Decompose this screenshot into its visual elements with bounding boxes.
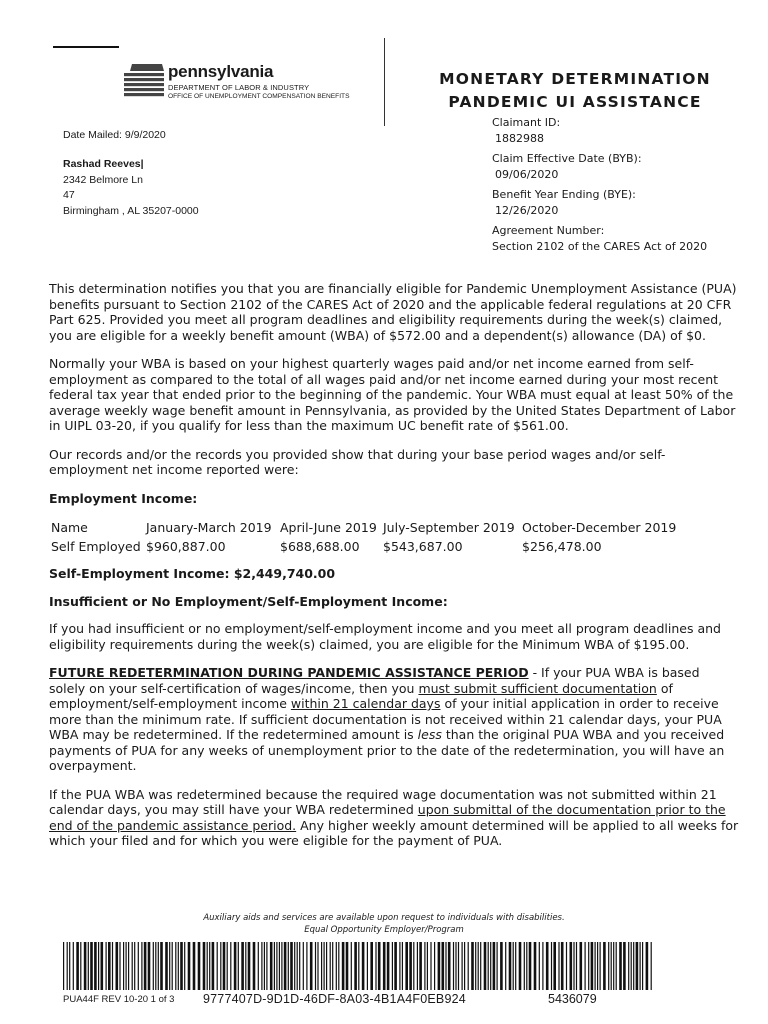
redetermination-text-a: - If your PUA WBA is based solely on your self-certification of wages/income, then you [49,665,700,696]
barcode-bar [633,942,634,990]
barcode-bar [505,942,506,990]
barcode-bar [358,942,359,990]
barcode-bar [430,942,431,990]
barcode-bar [108,942,111,990]
barcode-bar [321,942,322,990]
redetermination-text-b: of employment/self-employment income [49,680,673,711]
barcode-bar [297,942,298,990]
barcode-bar [570,942,573,990]
barcode-bar [619,942,622,990]
barcode-bar [526,942,527,990]
barcode-bar [106,942,107,990]
cell-q3: $543,687.00 [383,539,463,554]
determination-body [49,281,739,849]
barcode-bar [613,942,614,990]
pa-logo [122,62,362,106]
benefit-year-end-value: 12/26/2020 [495,203,559,217]
barcode-bar [524,942,525,990]
late-doc-text-a: If the PUA WBA was redetermined because the required wage documentation was not submitted within 21 calendar days, you may still have your WBA redetermined [49,786,717,817]
barcode-bar [651,942,652,990]
barcode-bar [336,942,337,990]
barcode-bar [515,942,516,990]
col-q1: January-March 2019 [146,520,272,535]
barcode-bar [484,942,487,990]
barcode-bar [220,942,221,990]
barcode-bar [471,942,474,990]
barcode-bar [128,942,129,990]
paragraph-minimum-wba: If you had insufficient or no employment/self-employment income and you meet all program deadlines and eligibility requirements during the week(s) claimed, you are eligible for the Minimum WBA of $195.00. [49,621,721,652]
barcode-bar [160,942,163,990]
paragraph-wba-basis: Normally your WBA is based on your highest quarterly wages paid and/or net income earned from self-employment as compared to the total of all wages paid and/or net income earned during your most recent federal tax year that ended prior to the beginning of the pandemic. Your WBA must equal at least 50% of the average weekly wage benefit amount in Pennsylvania, as provided by the United States Department of Labor in UIPL 03-20, if you qualify for less than the maximum UC benefit rate of $561.00. [49,356,736,433]
barcode-bar [169,942,170,990]
barcode-bar [155,942,156,990]
barcode-bar [448,942,451,990]
barcode-bar [378,942,381,990]
recipient-name: Rashad Reeves| [63,158,144,170]
effective-date-value: 09/06/2020 [495,167,559,181]
barcode-bar [134,942,135,990]
barcode-bar [294,942,295,990]
barcode-bar [534,942,537,990]
cell-q2: $688,688.00 [280,539,360,554]
barcode-bar [310,942,313,990]
redetermination-text-c: of your initial application in order to receive more than the minimum rate. If sufficient documentation is not received within 21 calendar days, your PUA WBA may be redetermined. If the redetermined amount is [49,696,722,742]
barcode-bar [394,942,397,990]
barcode-bar [573,942,574,990]
barcode-bar [212,942,215,990]
barcode-bar [490,942,491,990]
col-q3: July-September 2019 [383,520,515,535]
mailing-address [63,157,199,219]
agreement-value: Section 2102 of the CARES Act of 2020 [492,239,708,253]
barcode-bar [513,942,514,990]
barcode-bar [184,942,185,990]
barcode-bar [98,942,99,990]
barcode-bar [608,942,609,990]
barcode-bar [588,942,589,990]
barcode-bar [203,942,206,990]
claimant-id-value: 1882988 [495,131,544,145]
barcode-bar [402,942,403,990]
barcode-bar [198,942,201,990]
barcode-bar [475,942,476,990]
barcode-bar [646,942,649,990]
barcode-bar [611,942,612,990]
barcode-bar [264,942,265,990]
barcode-bar [370,942,373,990]
late-doc-underline: upon submittal of the documentation prior to the end of the pandemic assistance period. [49,802,726,833]
barcode-bar [480,942,481,990]
benefit-year-end-label: Benefit Year Ending (BYE): [492,188,636,201]
barcode-bar [217,942,218,990]
barcode-bar [346,942,349,990]
barcode-bar [434,942,435,990]
barcode-bar [387,942,390,990]
barcode-bar [253,942,256,990]
claimant-id-label: Claimant ID: [492,116,561,129]
barcode-bar [290,942,293,990]
barcode-bar [178,942,179,990]
barcode-bar [94,942,97,990]
barcode-bar [405,942,408,990]
redetermination-underline-2: within 21 calendar days [290,696,441,711]
barcode-bar [303,942,304,990]
barcode-bar [478,942,479,990]
accessibility-note: Auxiliary aids and services are available upon request to individuals with disabilities. [203,913,565,923]
footer-note [0,912,768,936]
barcode-bar [188,942,191,990]
redetermination-text-d: than the original PUA WBA and you received payments of PUA for any weeks of unemployment prior to the date of the redetermination, you will have an overpayment. [49,727,725,773]
barcode-bar [362,942,365,990]
title-line-1: MONETARY DETERMINATION [439,70,711,88]
paragraph-records: Our records and/or the records you provided show that during your base period wages and/or self-employment net income reported were: [49,446,666,477]
form-id: PUA44F REV 10-20 1 of 3 [63,994,175,1005]
address-street: 2342 Belmore Ln [63,173,143,186]
barcode-bar [261,942,262,990]
date-mailed: Date Mailed: 9/9/2020 [63,129,166,141]
barcode-bar [392,942,393,990]
barcode-bar [529,942,532,990]
col-name: Name [51,520,88,535]
paragraph-future-redetermination [49,665,739,774]
barcode-bar [73,942,74,990]
barcode-bar [546,942,549,990]
barcode-bar [419,942,422,990]
barcode-bar [158,942,159,990]
barcode-bar [566,942,567,990]
barcode-bar [445,942,446,990]
barcode-bar [591,942,594,990]
late-doc-text-b: Any higher weekly amount determined will be applied to all weeks for which your filed and for which you were eligible for the payment of PUA. [49,817,739,848]
barcode-bar [464,942,465,990]
barcode-bar [628,942,629,990]
barcode-bar [600,942,601,990]
barcode-bar [80,942,81,990]
barcode-bar [493,942,496,990]
barcode-bar [468,942,469,990]
document-title [410,68,740,114]
barcode-bar [132,942,133,990]
barcode-bar [642,942,643,990]
barcode-bar [165,942,168,990]
barcode-bar [112,942,113,990]
agreement-label: Agreement Number: [492,224,605,237]
barcode-bar [500,942,503,990]
barcode-bar [424,942,425,990]
barcode-bar [417,942,418,990]
col-q2: April-June 2019 [280,520,377,535]
barcode-bar [330,942,331,990]
redetermination-title: FUTURE REDETERMINATION DURING PANDEMIC ASSISTANCE PERIOD [49,665,529,680]
barcode-bar [209,942,210,990]
redetermination-italic: less [417,727,442,742]
barcode-bar [458,942,459,990]
barcode-bar [442,942,445,990]
barcode-bar [276,942,277,990]
address-city: Birmingham , AL 35207-0000 [63,204,199,217]
barcode-bar [245,942,246,990]
barcode-bar [63,942,64,990]
barcode-bar [580,942,583,990]
employment-income-heading: Employment Income: [49,490,198,506]
barcode-bar [553,942,556,990]
barcode-bar [558,942,559,990]
barcode-bar [354,942,357,990]
barcode-bar [234,942,237,990]
barcode-bar [67,942,68,990]
barcode-bar [488,942,489,990]
barcode-bar [266,942,267,990]
barcode-bar [126,942,127,990]
logo-name: pennsylvania [168,62,274,81]
barcode-bar [258,942,259,990]
barcode-bar [438,942,441,990]
address-unit: 47 [63,189,75,201]
top-rule [53,46,119,48]
barcode-bar [595,942,596,990]
barcode-bar [315,942,316,990]
barcode-bar [144,942,147,990]
barcode-bar [69,942,70,990]
barcode-bar [241,942,244,990]
barcode-bar [172,942,173,990]
barcode-bar [497,942,498,990]
barcode-bar [288,942,289,990]
col-q4: October-December 2019 [522,520,677,535]
barcode-bar [603,942,606,990]
logo-department: DEPARTMENT OF LABOR & INDUSTRY [168,83,310,92]
barcode-bar [101,942,104,990]
barcode-bar [207,942,208,990]
barcode-bar [409,942,412,990]
barcode [63,942,655,990]
cell-q1: $960,887.00 [146,539,226,554]
barcode-bar [551,942,552,990]
barcode-bar [123,942,124,990]
barcode-bar [153,942,154,990]
barcode-bar [324,942,325,990]
barcode-bar [585,942,586,990]
barcode-bar [230,942,231,990]
barcode-bar [375,942,376,990]
barcode-bar [227,942,228,990]
barcode-bar [519,942,522,990]
barcode-bar [597,942,598,990]
barcode-bar [462,942,463,990]
self-employment-total: Self-Employment Income: $2,449,740.00 [49,566,336,581]
barcode-bar [180,942,183,990]
barcode-bar [116,942,119,990]
title-line-2: PANDEMIC UI ASSISTANCE [448,93,702,111]
claim-info [492,115,707,254]
paragraph-late-documentation [49,787,739,849]
paragraph-eligibility: This determination notifies you that you are financially eligible for Pandemic Unemployment Assistance (PUA) benefits pursuant to Section 2102 of the CARES Act of 2020 and the applicable federal regulations at 20 CFR Part 625. Provided you meet all program deadlines and eligibility requirements during the week(s) claimed, you are eligible for a weekly benefit amount (WBA) of $572.00 and a dependent(s) allowance (DA) of $0. [49,281,737,343]
barcode-bar [175,942,176,990]
keystone-logo-icon [122,62,166,102]
income-table [51,518,676,556]
barcode-bar [453,942,454,990]
barcode-bar [576,942,577,990]
barcode-bar [561,942,564,990]
barcode-bar [539,942,540,990]
barcode-bar [351,942,352,990]
barcode-bar [279,942,280,990]
barcode-bar [338,942,339,990]
barcode-bar [270,942,273,990]
barcode-bar [223,942,226,990]
cell-q4: $256,478.00 [522,539,602,554]
barcode-bar [317,942,318,990]
barcode-bar [636,942,639,990]
barcode-bar [623,942,626,990]
equal-opportunity-note: Equal Opportunity Employer/Program [304,925,464,935]
barcode-bar [631,942,632,990]
barcode-bar [383,942,386,990]
barcode-bar [148,942,151,990]
document-number: 5436079 [548,992,597,1006]
header-divider [384,38,385,126]
barcode-bar [281,942,282,990]
barcode-bar [326,942,327,990]
table-header-row [51,518,676,537]
barcode-bar [413,942,414,990]
barcode-bar [141,942,142,990]
table-row [51,537,676,556]
barcode-bar [84,942,87,990]
barcode-bar [248,942,251,990]
logo-office: OFFICE OF UNEMPLOYMENT COMPENSATION BENEFITS [168,93,350,100]
cell-name: Self Employed [51,539,141,554]
redetermination-underline-1: must submit sufficient documentation [418,680,657,696]
barcode-bar [332,942,333,990]
barcode-bar [119,942,120,990]
barcode-bar [90,942,93,990]
effective-date-label: Claim Effective Date (BYB): [492,152,642,165]
insufficient-income-heading: Insufficient or No Employment/Self-Employment Income: [49,593,448,609]
barcode-bar [367,942,368,990]
barcode-bar [509,942,512,990]
document-uuid: 9777407D-9D1D-46DF-8A03-4B1A4F0EB924 [203,992,466,1006]
barcode-bar [284,942,287,990]
barcode-bar [138,942,139,990]
barcode-bar [76,942,79,990]
barcode-bar [274,942,275,990]
barcode-bar [616,942,617,990]
barcode-bar [306,942,307,990]
barcode-bar [88,942,89,990]
barcode-bar [640,942,641,990]
barcode-bar [193,942,196,990]
barcode-bar [342,942,345,990]
barcode-bar [399,942,400,990]
barcode-bar [238,942,239,990]
barcode-bar [455,942,456,990]
barcode-bar [427,942,428,990]
barcode-bar [299,942,300,990]
barcode-bar [542,942,543,990]
